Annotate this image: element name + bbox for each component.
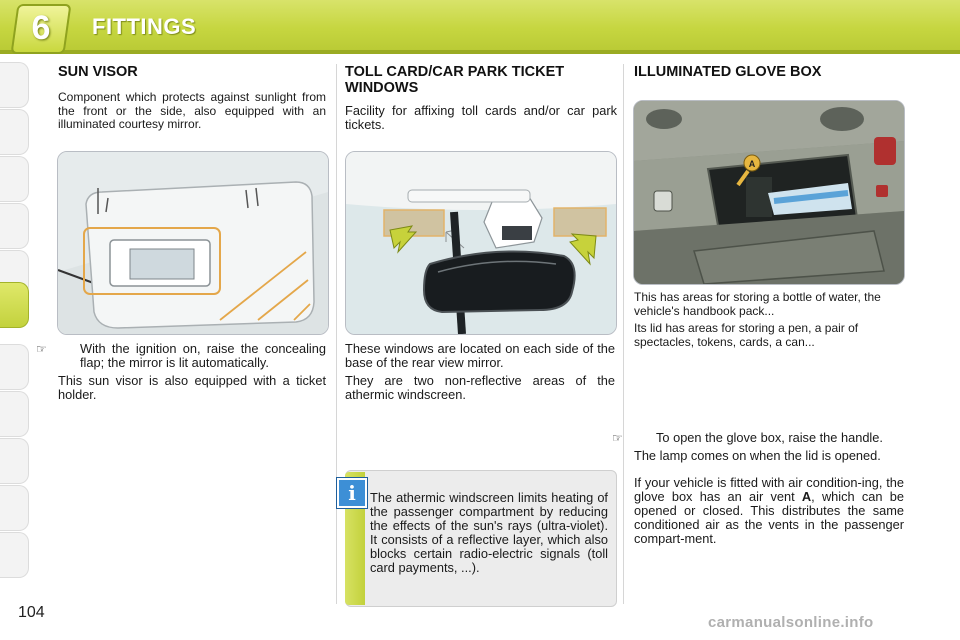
sun-visor-illustration <box>57 151 329 335</box>
sun-visor-section <box>58 62 326 132</box>
glove-box-text <box>634 291 904 349</box>
chapter-tab[interactable] <box>0 203 29 249</box>
toll-card-text <box>345 342 615 402</box>
paragraph: These windows are located on each side of the base of the rear view mirror. <box>345 341 615 370</box>
section-heading: ILLUMINATED GLOVE BOX <box>634 64 822 80</box>
chapter-tab[interactable] <box>0 109 29 155</box>
header-underline <box>0 50 960 54</box>
paragraph: They are two non-reflective areas of the athermic windscreen. <box>345 373 615 402</box>
info-icon: i <box>337 478 367 508</box>
chapter-tab[interactable] <box>0 62 29 108</box>
bullet-text: To open the glove box, raise the handle. <box>656 430 883 445</box>
paragraph <box>634 476 904 546</box>
sun-visor-instructions <box>36 341 326 402</box>
paragraph: Its lid has areas for storing a pen, a pair of spectacles, tokens, cards, a can... <box>634 321 859 349</box>
intro-text: Component which protects against sunlight from the front or the side, also equipped with an illuminated courtesy mirror. <box>58 90 326 131</box>
column-divider <box>336 64 337 604</box>
glove-box-section <box>634 62 904 80</box>
bullet-text: With the ignition on, raise the concealing flap; the mirror is lit automatically. <box>80 341 326 370</box>
hand-pointing-icon: ☞ <box>36 342 47 356</box>
chapter-tab[interactable] <box>0 438 29 484</box>
info-text: The athermic windscreen limits heating of the passenger compartment by reducing the effects of the sun's rays (ultra-violet). It consists of a reflective layer, which also blocks certain radio-electric signals (toll card payments, ...). <box>370 490 608 575</box>
sun-visor-drawing <box>58 152 328 334</box>
watermark: carmanualsonline.info <box>708 614 874 631</box>
glove-box-photo <box>634 101 904 284</box>
callout-label-a: A <box>748 159 756 169</box>
intro-text: Facility for affixing toll cards and/or car park tickets. <box>345 103 617 132</box>
chapter-tab[interactable] <box>0 156 29 202</box>
chapter-tab[interactable] <box>0 485 29 531</box>
bullet-item <box>36 341 326 370</box>
page-number: 104 <box>18 604 45 621</box>
paragraph-text: , which can be opened or closed. This distributes the same conditioned air as the vents in the passenger compart-ment. <box>634 489 904 546</box>
glove-box-illustration <box>633 100 905 285</box>
vent-label: A <box>801 489 812 504</box>
paragraph: This has areas for storing a bottle of water, the vehicle's handbook pack... <box>634 290 881 318</box>
chapter-tab[interactable] <box>0 532 29 578</box>
chapter-tabs <box>0 62 32 582</box>
chapter-tab[interactable] <box>0 391 29 437</box>
chapter-number: 6 <box>31 9 51 47</box>
paragraph: This sun visor is also equipped with a ticket holder. <box>58 373 326 402</box>
toll-card-section <box>345 62 617 132</box>
bullet-item <box>612 430 904 445</box>
paragraph: The lamp comes on when the lid is opened. <box>634 448 881 463</box>
paragraph-text: If your vehicle is fitted with air condition-ing, the glove box has an air vent <box>634 475 904 504</box>
glove-box-instructions <box>612 430 904 546</box>
section-heading: SUN VISOR <box>58 64 138 80</box>
section-heading: TOLL CARD/CAR PARK TICKET WINDOWS <box>345 64 565 96</box>
hand-pointing-icon: ☞ <box>612 431 623 445</box>
toll-window-illustration <box>345 151 617 335</box>
rear-view-mirror-drawing <box>346 152 616 334</box>
chapter-tab-active[interactable] <box>0 282 29 328</box>
column-divider <box>623 64 624 604</box>
page-title: FITTINGS <box>92 14 197 39</box>
chapter-tab[interactable] <box>0 344 29 390</box>
